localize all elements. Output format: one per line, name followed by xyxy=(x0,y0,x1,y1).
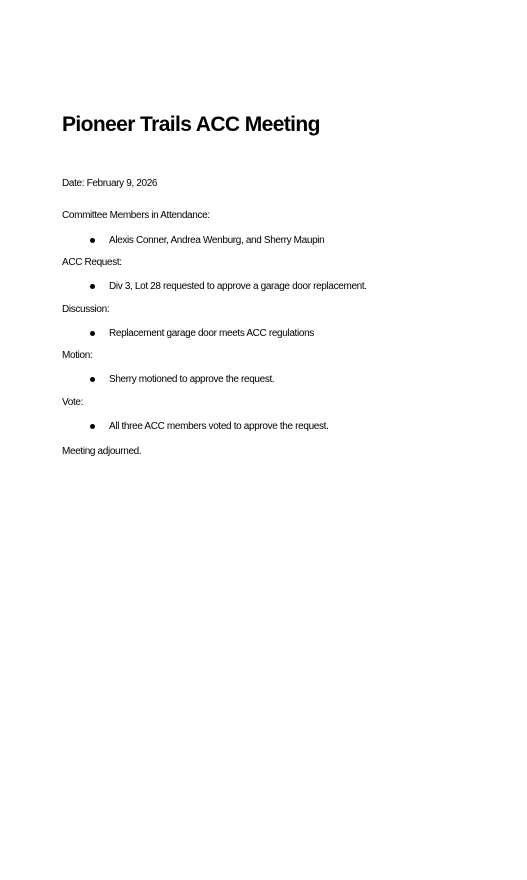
bullet-icon xyxy=(90,331,95,336)
list-item-text: Sherry motioned to approve the request. xyxy=(109,374,275,385)
meeting-date: Date: February 9, 2026 xyxy=(62,178,158,189)
bullet-icon xyxy=(90,424,95,429)
bullet-icon xyxy=(90,238,95,243)
list-item-text: All three ACC members voted to approve the request. xyxy=(109,421,329,432)
list-item-text: Replacement garage door meets ACC regulations xyxy=(109,328,314,339)
list-item-text: Alexis Conner, Andrea Wenburg, and Sherry Maupin xyxy=(109,235,325,246)
closing-statement: Meeting adjourned. xyxy=(62,446,142,457)
section-heading-motion: Motion: xyxy=(62,350,93,361)
section-heading-attendance: Committee Members in Attendance: xyxy=(62,210,210,221)
section-heading-discussion: Discussion: xyxy=(62,304,110,315)
document-title: Pioneer Trails ACC Meeting xyxy=(62,113,320,136)
section-heading-request: ACC Request: xyxy=(62,257,122,268)
list-item-text: Div 3, Lot 28 requested to approve a garage door replacement. xyxy=(109,281,367,292)
bullet-icon xyxy=(90,284,95,289)
bullet-icon xyxy=(90,377,95,382)
section-heading-vote: Vote: xyxy=(62,397,84,408)
